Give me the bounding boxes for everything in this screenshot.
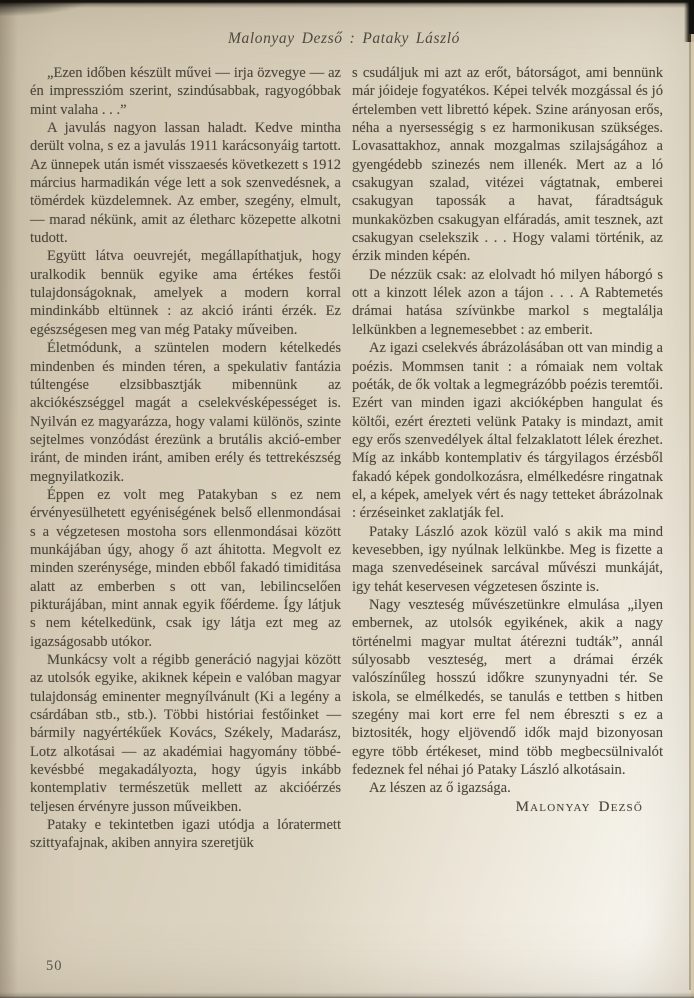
paragraph: De nézzük csak: az elolvadt hó milyen háborgó s ott a kinzott lélek azon a tájon . . . A Rabtemetés drámai hatása szívünkbe markol s megtalálja lelkünkben a legnemesebbet : az emberit. — [352, 266, 663, 338]
paragraph: Munkácsy volt a régibb generáció nagyjai között az utolsók egyike, akiknek képein e valóban magyar tulajdonság eminenter megnyílvánult (Ki a legény a csárdában stb., stb.). Többi históriai festőinket — bármily nagyértékűek Kovács, Székely, Madarász, Lotz alkotásai — az akadémiai hagyomány többé-kevésbbé megakadályozta, hogy úgyis inkább kontemplativ természetük mellett az akcióérzés teljesen érvényre jusson műveikben. — [30, 652, 341, 815]
paragraph: Nagy veszteség művészetünkre elmulása „ilyen embernek, az utolsók egyikének, akik a nagy történelmi magyar multat átérezni tudták”, annál súlyosabb veszteség, mert a drámai érzék valószínűleg hosszú időkre szunynyadni tér. Se iskola, se elmélkedés, se tanulás e tettben s hitben szegény mai kort erre fel nem ébreszti s ez a biztositék, hogy eljövendő idők majd bizonyosan egyre több értékeset, mind több megbecsülnivalót fedeznek fel néhai jó Pataky László alkotásain. — [352, 596, 663, 779]
left-column — [30, 64, 341, 853]
paragraph: Pataky László azok közül való s akik ma mind kevesebben, igy nyúlnak lelkünkbe. Meg is fizette a maga szenvedéseinek sarcával művészi munkáját, igy tehát keservesen végzetesen őszinte is. — [352, 523, 663, 595]
paragraph: Együtt látva oeuvrejét, megállapíthatjuk, hogy uralkodik bennük egyike ama értékes festői tulajdonságoknak, amelyek a modern korral mindinkább eltünnek : az akció iránti érzék. Ez egészségesen meg van még Pataky műveiben. — [30, 248, 341, 338]
right-column — [352, 64, 663, 853]
paragraph: „Ezen időben készült művei — irja özvegye — az én impresszióm szerint, szindúsabbak, ragyogóbbak mint valaha . . .” — [30, 65, 341, 118]
page-number: 50 — [46, 958, 63, 974]
paragraph: Pataky e tekintetben igazi utódja a lóratermett szittyafajnak, akiben annyira szeretjük — [30, 817, 341, 852]
running-header: Malonyay Dezső : Pataky László — [227, 30, 461, 47]
text-columns — [30, 64, 664, 853]
paragraph: Az lészen az ő igazsága. — [369, 780, 511, 797]
paragraph-continuation: s csudáljuk mi azt az erőt, bátorságot, ami bennünk már jóideje fogyatékos. Képei telvék mozgással és jó értelemben vett librettó képek. Szine arányosan erős, néha a nyersességig s ez harmonikusan szükséges. Lovasattakhoz, annak mozgalmas szilajságához a gyengédebb szinezés nem illenék. Mert az a ló csakugyan szalad, vitézei vágtatnak, emberei csakugyan tapossák a havat, fáradtságuk munkaközben csakugyan elfáradás, amit tesznek, azt csakugyan cselekszik . . . Hogy valami történik, az érzik minden képén. — [352, 65, 663, 265]
paragraph: Életmódunk, a szüntelen modern kételkedés mindenben és minden téren, a spekulativ fantázia túltengése elzsibbasztják mibennünk az akciókészséggel magát a cselekvésképességet is. Nyilván ez magyarázza, hogy valami különös, szinte sejtelmes vonzódást érezünk a brutális akció-ember iránt, de minden iránt, amiben erély és tettrekészség megnyilatkozik. — [30, 340, 341, 485]
scan-edge-top-left-corner — [0, 0, 120, 26]
scan-edge-top — [0, 0, 694, 8]
paragraph: Éppen ez volt meg Patakyban s ez nem érvényesülhetett egyéniségének belső ellenmondásai s a végzetesen mostoha sors ellenmondásai között munkájában úgy, ahogy ő azt áhitotta. Megvolt ez minden szerénysége, minden ebből fakadó timiditása alatt az emberben s ott van, lebilincselően pikturájában, mint annak egyik főérdeme. Így látjuk s nem kételkedünk, csak igy látja ezt meg az igazságosabb utókor. — [30, 486, 341, 650]
scan-edge-bottom — [0, 992, 694, 998]
author-signature: Malonyay Dezső — [515, 798, 643, 815]
scan-page-edge-line — [689, 34, 691, 990]
paragraph: A javulás nagyon lassan haladt. Kedve mintha derült volna, s ez a javulás 1911 karácsonyáig tartott. Az ünnepek után ismét visszaesés következett s 1912 március harmadikán vége lett a sok szenvedésnek, a tömérdek küzdelemnek. Az ember, szegény, elmult, — marad nékünk, amit az életharc közepette alkotni tudott. — [30, 120, 341, 247]
scan-shadow-left — [0, 0, 18, 998]
paragraph: Az igazi cselekvés ábrázolásában ott van mindig a poézis. Mommsen tanit : a rómaiak nem voltak poéták, de ők voltak a legmegrázóbb poézis teremtői. Ezért van minden igazi akcióképben hangulat és költői, ezért érezteti velünk Pataky is mindazt, amit egy erős szenvedélyek által felzaklatott lélek érezhet. Míg az inkább kontemplativ és tárgyilagos érzésből fakadó képek gondolkozásra, elmélkedésre ringatnak el, a képek, amelyek vért és nagy tetteket ábrázolnak : érzéseinket zaklatják fel. — [352, 340, 663, 522]
